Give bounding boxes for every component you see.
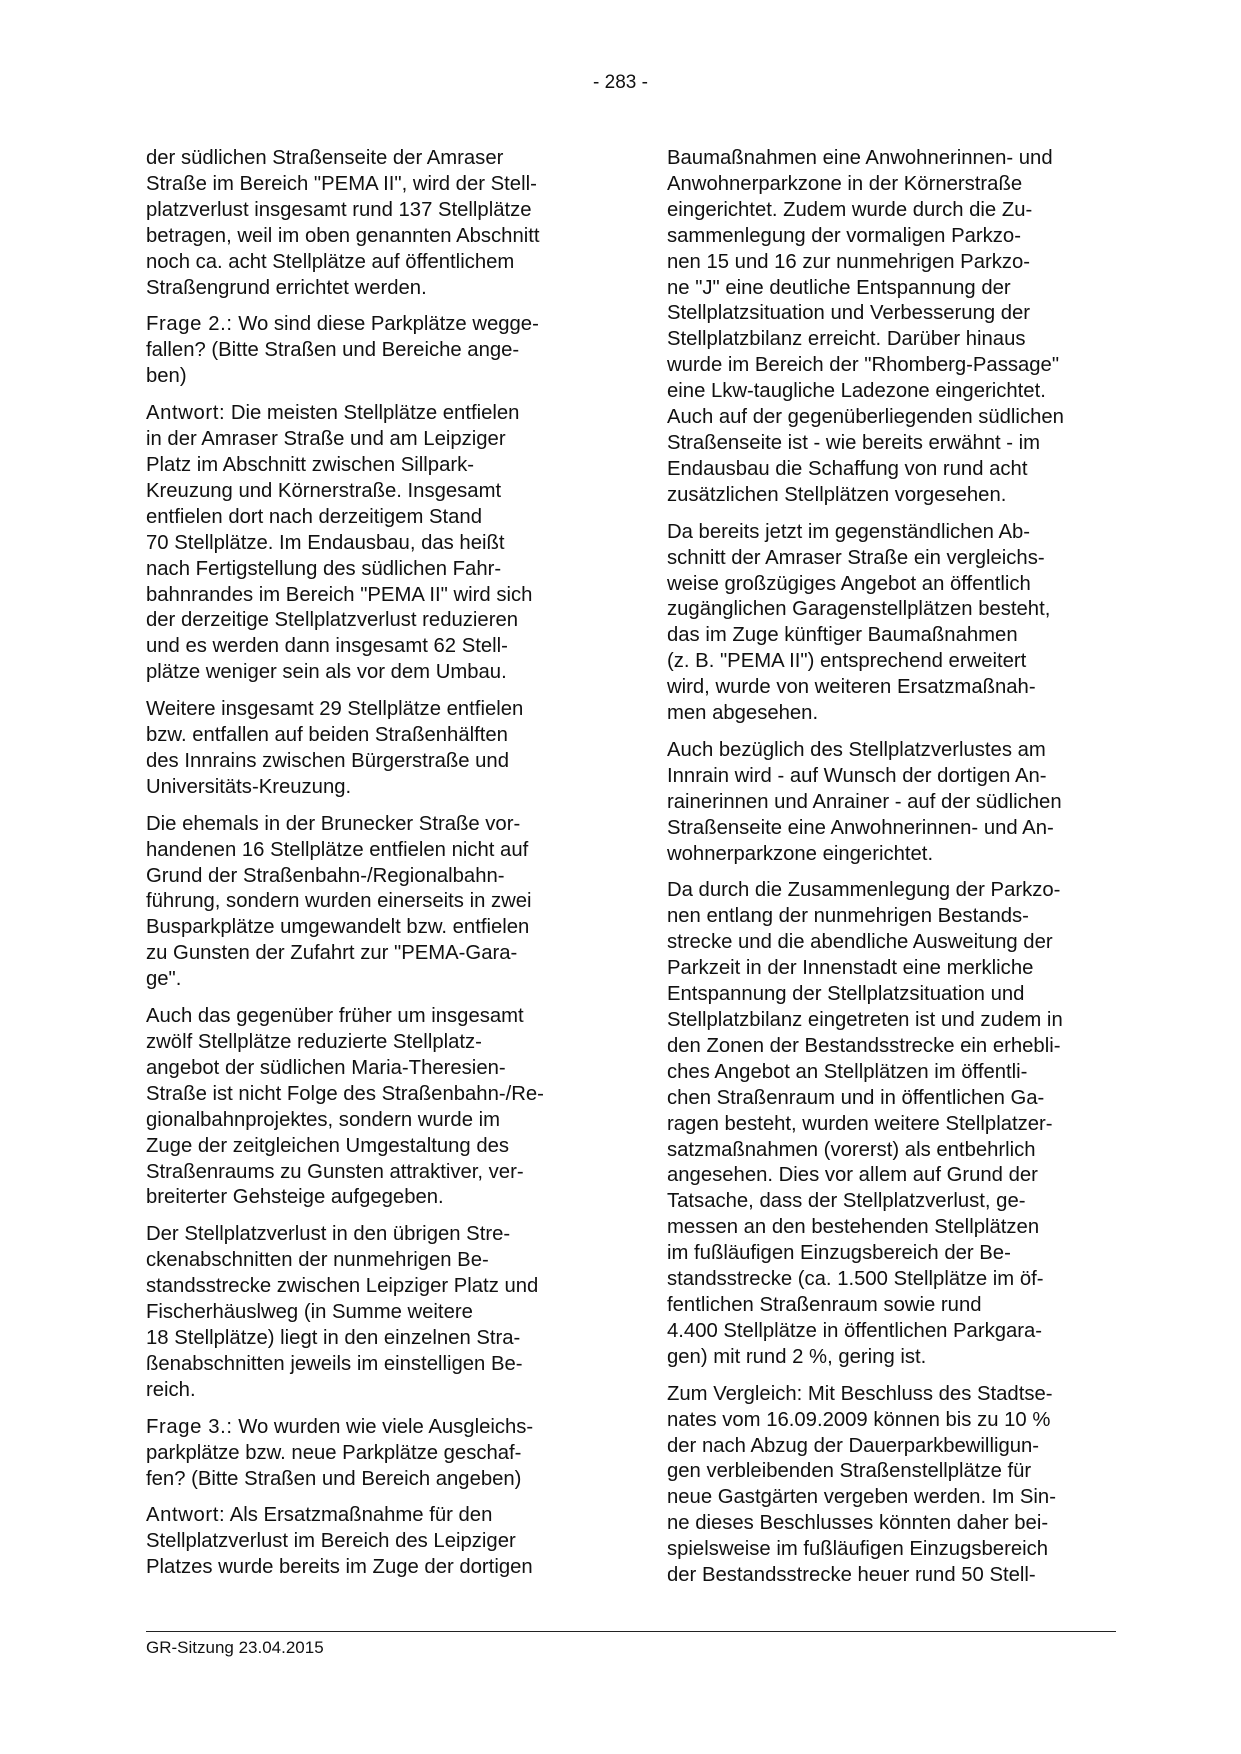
text-line: Parkzeit in der Innenstadt eine merkliche	[667, 957, 1034, 980]
text-line: und es werden dann insgesamt 62 Stell-	[146, 635, 508, 658]
text-line: ne dieses Beschlusses könnten daher bei-	[667, 1512, 1049, 1535]
text-line: Baumaßnahmen eine Anwohnerinnen- und	[667, 147, 1053, 169]
text-line: angebot der südlichen Maria-Theresien-	[146, 1056, 506, 1079]
paragraph	[146, 697, 604, 801]
paragraph-label: Frage 3.:	[146, 1415, 233, 1438]
text-line: im fußläufigen Einzugsbereich der Be-	[667, 1242, 1011, 1265]
text-line: gen) mit rund 2 %, gering ist.	[667, 1345, 927, 1368]
text-line: 4.400 Stellplätze in öffentlichen Parkgara-	[667, 1319, 1043, 1342]
text-line: eine Lkw-taugliche Ladezone eingerichtet.	[667, 380, 1046, 403]
text-line: breiterter Gehsteige aufgegeben.	[146, 1186, 444, 1209]
text-line: der südlichen Straßenseite der Amraser	[146, 147, 504, 169]
text-line: ragen besteht, wurden weitere Stellplatzer-	[667, 1112, 1053, 1135]
text-line: nach Fertigstellung des südlichen Fahr-	[146, 557, 502, 580]
text-line: nen entlang der nunmehrigen Bestands-	[667, 905, 1029, 928]
text-line: ßenabschnitten jeweils im einstelligen Be-	[146, 1352, 523, 1375]
text-line: schnitt der Amraser Straße ein vergleichs-	[667, 546, 1045, 569]
text-line: Weitere insgesamt 29 Stellplätze entfielen	[146, 698, 524, 721]
paragraph	[667, 146, 1125, 509]
text-line: satzmaßnahmen (vorerst) als entbehrlich	[667, 1138, 1036, 1161]
text-line: parkplätze bzw. neue Parkplätze geschaf-	[146, 1441, 522, 1464]
text-line: (z. B. "PEMA II") entsprechend erweitert	[667, 650, 1027, 673]
text-line: standsstrecke zwischen Leipziger Platz und	[146, 1275, 539, 1298]
text-line: ches Angebot an Stellplätzen im öffentli-	[667, 1060, 1028, 1083]
text-line: 70 Stellplätze. Im Endausbau, das heißt	[146, 531, 505, 554]
text-line: messen an den bestehenden Stellplätzen	[667, 1216, 1040, 1239]
text-line: noch ca. acht Stellplätze auf öffentlichem	[146, 250, 515, 273]
text-line: Auch das gegenüber früher um insgesamt	[146, 1005, 524, 1028]
text-line: Platz im Abschnitt zwischen Sillpark-	[146, 453, 474, 476]
left-column	[146, 146, 604, 1592]
text-line: wird, wurde von weiteren Ersatzmaßnah-	[667, 676, 1036, 699]
text-line: nates vom 16.09.2009 können bis zu 10 %	[667, 1408, 1051, 1431]
text-line: der Bestandsstrecke heuer rund 50 Stell-	[667, 1564, 1036, 1587]
text-line: Endausbau die Schaffung von rund acht	[667, 457, 1028, 480]
text-line: handenen 16 Stellplätze entfielen nicht auf	[146, 838, 529, 861]
text-line: Straßenseite ist - wie bereits erwähnt - im	[667, 431, 1041, 454]
text-line: gionalbahnprojektes, sondern wurde im	[146, 1108, 501, 1131]
text-line: wurde im Bereich der "Rhomberg-Passage"	[667, 354, 1060, 377]
text-line: Wo sind diese Parkplätze wegge-	[238, 313, 539, 336]
text-line: Die ehemals in der Brunecker Straße vor-	[146, 812, 521, 835]
text-line: Als Ersatzmaßnahme für den	[229, 1504, 493, 1527]
right-column	[667, 146, 1125, 1600]
text-line: neue Gastgärten vergeben werden. Im Sin-	[667, 1486, 1056, 1509]
text-line: standsstrecke (ca. 1.500 Stellplätze im öf-	[667, 1268, 1044, 1291]
text-line: ne "J" eine deutliche Entspannung der	[667, 276, 1011, 299]
paragraph-label: Frage 2.:	[146, 313, 233, 336]
text-line: bzw. entfallen auf beiden Straßenhälften	[146, 724, 508, 747]
text-line: Straßenraums zu Gunsten attraktiver, ver-	[146, 1160, 524, 1183]
text-line: men abgesehen.	[667, 702, 819, 725]
text-line: bahnrandes im Bereich "PEMA II" wird sich	[146, 583, 533, 606]
text-line: Kreuzung und Körnerstraße. Insgesamt	[146, 479, 502, 502]
text-line: spielsweise im fußläufigen Einzugsbereich	[667, 1538, 1049, 1561]
paragraph	[146, 1503, 604, 1581]
text-line: rainerinnen und Anrainer - auf der südlichen	[667, 790, 1062, 813]
paragraph-label: Antwort:	[146, 402, 226, 425]
text-line: eingerichtet. Zudem wurde durch die Zu-	[667, 198, 1033, 221]
text-line: führung, sondern wurden einerseits in zwei	[146, 890, 532, 913]
page-number: - 283 -	[593, 72, 648, 93]
text-line: Die meisten Stellplätze entfielen	[230, 402, 520, 425]
text-line: Busparkplätze umgewandelt bzw. entfielen	[146, 916, 530, 939]
text-line: Anwohnerparkzone in der Körnerstraße	[667, 172, 1023, 195]
paragraph	[146, 1415, 604, 1493]
paragraph	[146, 812, 604, 993]
paragraph	[667, 1382, 1125, 1589]
text-line: reich.	[146, 1378, 196, 1401]
text-line: chen Straßenraum und in öffentlichen Ga-	[667, 1086, 1045, 1109]
paragraph	[667, 738, 1125, 868]
text-line: Auch auf der gegenüberliegenden südlichen	[667, 406, 1064, 429]
text-line: ge".	[146, 968, 182, 991]
text-line: fallen? (Bitte Straßen und Bereiche ange-	[146, 339, 520, 362]
text-line: Platzes wurde bereits im Zuge der dortigen	[146, 1556, 533, 1579]
text-line: Straße im Bereich "PEMA II", wird der Stell-	[146, 172, 537, 195]
text-line: Innrain wird - auf Wunsch der dortigen An-	[667, 764, 1047, 787]
footer-session-date: GR-Sitzung 23.04.2015	[146, 1638, 324, 1657]
text-line: gen verbleibenden Straßenstellplätze für	[667, 1460, 1032, 1483]
text-line: nen 15 und 16 zur nunmehrigen Parkzo-	[667, 250, 1031, 273]
paragraph	[146, 146, 604, 301]
text-line: betragen, weil im oben genannten Abschnitt	[146, 224, 540, 247]
text-line: angesehen. Dies vor allem auf Grund der	[667, 1164, 1038, 1187]
text-line: das im Zuge künftiger Baumaßnahmen	[667, 624, 1018, 647]
text-line: zusätzlichen Stellplätzen vorgesehen.	[667, 483, 1007, 506]
paragraph	[667, 878, 1125, 1370]
text-line: Stellplatzverlust im Bereich des Leipziger	[146, 1530, 516, 1553]
text-line: Zuge der zeitgleichen Umgestaltung des	[146, 1134, 510, 1157]
text-line: fen? (Bitte Straßen und Bereich angeben)	[146, 1467, 522, 1490]
text-line: Straßenseite eine Anwohnerinnen- und An-	[667, 816, 1054, 839]
paragraph	[146, 401, 604, 686]
paragraph	[667, 520, 1125, 727]
text-line: Entspannung der Stellplatzsituation und	[667, 983, 1025, 1006]
text-line: zwölf Stellplätze reduzierte Stellplatz-	[146, 1031, 482, 1053]
text-line: Grund der Straßenbahn-/Regionalbahn-	[146, 864, 505, 887]
text-line: Straße ist nicht Folge des Straßenbahn-/Re-	[146, 1082, 544, 1105]
text-line: fentlichen Straßenraum sowie rund	[667, 1293, 982, 1316]
text-line: Straßengrund errichtet werden.	[146, 276, 427, 299]
paragraph-label: Antwort:	[146, 1504, 226, 1527]
text-line: Tatsache, dass der Stellplatzverlust, ge-	[667, 1190, 1026, 1213]
text-line: Da durch die Zusammenlegung der Parkzo-	[667, 879, 1061, 902]
text-line: Fischerhäuslweg (in Summe weitere	[146, 1301, 473, 1324]
paragraph	[146, 1222, 604, 1403]
text-line: Der Stellplatzverlust in den übrigen Stre-	[146, 1223, 511, 1246]
text-line: der derzeitige Stellplatzverlust reduzieren	[146, 609, 519, 632]
text-line: Auch bezüglich des Stellplatzverlustes am	[667, 738, 1046, 761]
text-line: Zum Vergleich: Mit Beschluss des Stadtse-	[667, 1382, 1053, 1405]
text-line: wohnerparkzone eingerichtet.	[667, 842, 934, 865]
paragraph	[146, 1004, 604, 1211]
paragraph	[146, 312, 604, 390]
text-line: entfielen dort nach derzeitigem Stand	[146, 505, 482, 528]
text-line: ckenabschnitten der nunmehrigen Be-	[146, 1249, 489, 1272]
text-line: Stellplatzbilanz eingetreten ist und zudem in	[667, 1009, 1063, 1031]
text-line: strecke und die abendliche Ausweitung der	[667, 931, 1053, 954]
text-line: den Zonen der Bestandsstrecke ein erhebli-	[667, 1034, 1061, 1057]
footer-divider	[146, 1631, 1116, 1632]
text-line: des Innrains zwischen Bürgerstraße und	[146, 749, 509, 772]
text-line: der nach Abzug der Dauerparkbewilligun-	[667, 1434, 1040, 1457]
text-line: Da bereits jetzt im gegenständlichen Ab-	[667, 520, 1031, 543]
text-line: 18 Stellplätze) liegt in den einzelnen Stra-	[146, 1326, 521, 1349]
text-line: Stellplatzsituation und Verbesserung der	[667, 302, 1031, 325]
text-line: plätze weniger sein als vor dem Umbau.	[146, 661, 507, 684]
text-line: sammenlegung der vormaligen Parkzo-	[667, 224, 1021, 247]
text-line: in der Amraser Straße und am Leipziger	[146, 428, 506, 451]
text-line: weise großzügiges Angebot an öffentlich	[667, 572, 1031, 595]
text-line: ben)	[146, 365, 187, 388]
text-line: Universitäts-Kreuzung.	[146, 775, 352, 798]
text-line: Stellplatzbilanz erreicht. Darüber hinaus	[667, 328, 1026, 351]
text-line: Wo wurden wie viele Ausgleichs-	[238, 1415, 534, 1438]
text-line: platzverlust insgesamt rund 137 Stellplätze	[146, 198, 532, 221]
text-line: zugänglichen Garagenstellplätzen besteht,	[667, 598, 1051, 621]
text-line: zu Gunsten der Zufahrt zur "PEMA-Gara-	[146, 942, 518, 965]
